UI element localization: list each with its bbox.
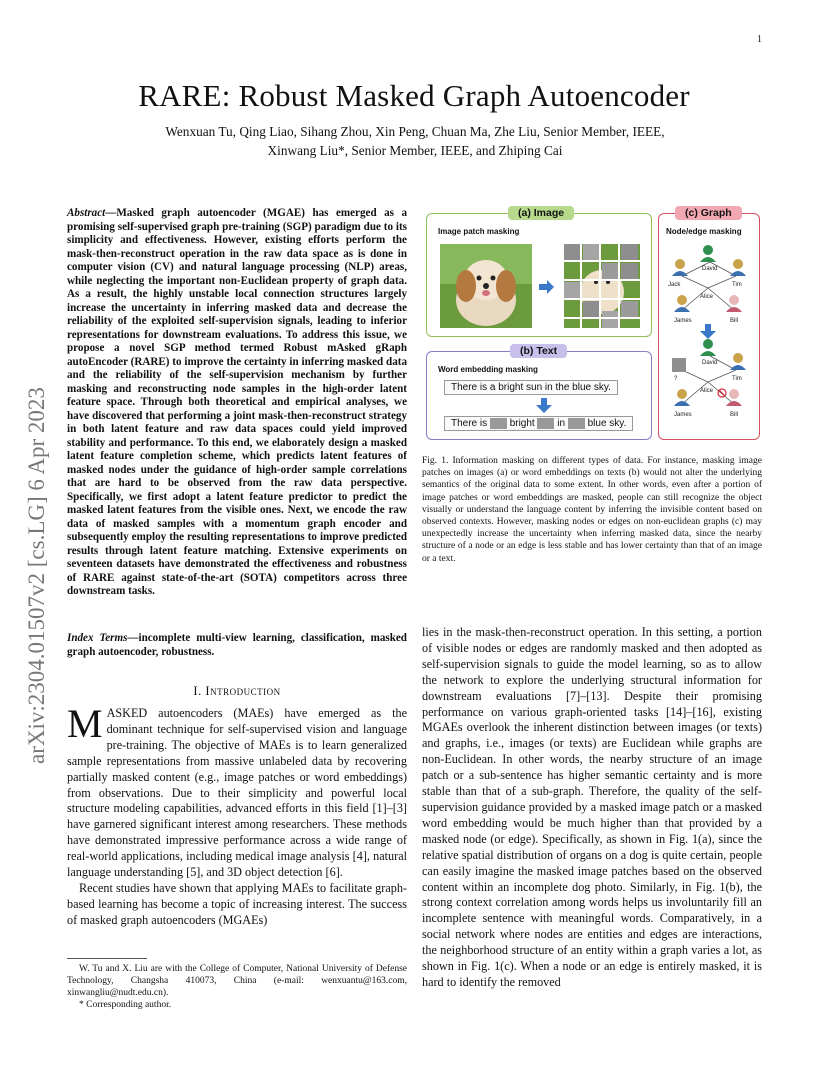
masked-word-2: bright bbox=[509, 418, 535, 430]
image-masking-illustration bbox=[432, 240, 647, 332]
word-mask bbox=[490, 418, 507, 429]
figure-caption: Fig. 1. Information masking on different types of data. For instance, masking image patches on images (a) or word embeddings on texts (b) would not alter the underlying semantics of the original data to some extent. In other words, even after a portion of image patches or word embeddings are masked, people can still recognize the object visually or understand the language content by inferring the invisible content based on observed contexts. However, masking nodes or edges on non-euclidean graphs (c) may unexpectedly increase the uncertainty when inferring masked data, since the nearby structure of a node or an edge is less stable and has lower certainty than that of an image or a text. bbox=[422, 456, 762, 564]
footnote-affiliation: W. Tu and X. Liu are with the College of Computer, National University of Defense Technology, Changsha 410073, China (e-mail: wenxuantu@163.com, xinwangliu@nudt.edu.cn). bbox=[67, 964, 407, 998]
authors-line-1: Wenxuan Tu, Qing Liao, Sihang Zhou, Xin Peng, Chuan Ma, Zhe Liu, Senior Member, IEEE, bbox=[165, 124, 665, 139]
drop-cap: M bbox=[67, 701, 103, 746]
authors-line-2: Xinwang Liu*, Senior Member, IEEE, and Zhiping Cai bbox=[267, 143, 563, 158]
word-mask bbox=[568, 418, 585, 429]
abstract-text: —Masked graph autoencoder (MGAE) has emerged as a promising self-supervised graph pre-training (SGP) paradigm due to its simplicity and effectiveness. However, existing efforts perform the mask-then-reconstruct operation in the raw data space as is done in computer vision (CV) and natural language processing (NLP) areas, while neglecting the important non-Euclidean property of graph data. As a result, the highly unstable local connection structures largely increase the uncertainty in inferring masked data and decrease the reliability of the exploited self-supervision signals, leading to inferior representations for downstream evaluations. To address this issue, we propose a novel SGP method termed Robust mAsked gRaph autoEncoder (RARE) to improve the certainty in inferring masked data and the reliability of the self-supervision mechanism by further masking and reconstructing node samples in the high-order latent feature space. Through both theoretical and empirical analyses, we have discovered that performing a joint mask-then-reconstruct strategy in both latent feature and raw data spaces could yield improved stability and performance. To this end, we elaborately design a masked latent feature completion scheme, which predicts latent features of masked nodes under the guidance of high-order sample correlations that are hard to be observed from the raw data perspective. Specifically, we first adopt a latent feature predictor to predict the masked latent features from the visible ones. Next, we encode the raw data of masked samples with a momentum graph encoder and subsequently employ the resulting representations to improve predicted results through latent feature matching. Extensive experiments on seventeen datasets have demonstrated the effectiveness and robustness of RARE against state-of-the-art (SOTA) competitors across three downstream tasks. bbox=[67, 207, 407, 597]
node-label: Alice bbox=[700, 388, 714, 394]
node-label: Tim bbox=[732, 376, 742, 382]
masked-word-1: There is bbox=[451, 418, 488, 430]
abstract bbox=[67, 207, 407, 599]
abstract-lead: Abstract bbox=[67, 207, 106, 219]
arrow-down-icon bbox=[700, 324, 716, 339]
dog-photo bbox=[440, 244, 532, 328]
arxiv-stamp-text: arXiv:2304.01507v2 [cs.LG] 6 Apr 2023 bbox=[24, 387, 49, 764]
node-label: Alice bbox=[700, 294, 714, 300]
footnote bbox=[67, 963, 407, 1011]
author-list bbox=[90, 122, 740, 160]
section-heading: I. Introduction bbox=[193, 684, 281, 698]
masked-word-4: blue sky. bbox=[587, 418, 627, 430]
panel-image-title: (a) Image bbox=[508, 206, 574, 220]
masked-patch-grid bbox=[564, 244, 640, 328]
masked-sentence bbox=[444, 416, 633, 431]
footnote-rule bbox=[67, 958, 147, 959]
panel-text-title: (b) Text bbox=[510, 344, 567, 358]
index-terms bbox=[67, 632, 407, 659]
paper-title: RARE: Robust Masked Graph Autoencoder bbox=[138, 78, 690, 113]
node-label: James bbox=[674, 412, 692, 418]
node-label: Tim bbox=[732, 282, 742, 288]
node-label: James bbox=[674, 318, 692, 324]
node-label: Jack bbox=[668, 282, 681, 288]
index-terms-lead: Index Terms bbox=[67, 632, 128, 644]
footnote-corresponding: * Corresponding author. bbox=[79, 1000, 172, 1010]
word-mask bbox=[537, 418, 554, 429]
panel-graph-title: (c) Graph bbox=[675, 206, 742, 220]
node-label: Bill bbox=[730, 318, 739, 324]
panel-text-subtitle: Word embedding masking bbox=[438, 365, 538, 374]
page-number: 1 bbox=[757, 34, 762, 45]
index-terms-text: —incomplete multi-view learning, classification, masked graph autoencoder, robustness. bbox=[67, 632, 407, 658]
panel-image-subtitle: Image patch masking bbox=[438, 227, 520, 236]
node-label: David bbox=[702, 360, 718, 366]
node-label: David bbox=[702, 266, 718, 272]
node-label: Bill bbox=[730, 412, 739, 418]
right-column-text: lies in the mask-then-reconstruct operation. In this setting, a portion of visible nodes or edges are randomly masked and then adopted as self-supervision signals to guide the model learning, so as to allow the network to explore the underlying structural information for downstream evaluations [7]–[13]. Despite their promising performance on various graph-oriented tasks [14]–[16], existing MGAEs overlook the inherent distinction between images (or texts) and graphs, i.e., images (or texts) are Euclidean while graphs are non-Euclidean. In other words, the nearby structure of an image patch or a sub-sentence has higher semantic certainty and is more stable than that of a sub-graph. Therefore, the quality of the self-supervision guidance provided by a masked image patch or a masked word embedding would be much higher than that provided by a masked node (or edge). Specifically, as shown in Fig. 1(a), since the relative spatial distribution of organs on a dog is quite certain, people can easily imagine the masked image patches based on the observed content within an incomplete dog photo. Similarly, in Fig. 1(b), the strong context correlation among words helps us involuntarily fill an incomplete sentence with meaningful words. Comparatively, in a social network where nodes are entities and edges are interactions, the neighborhood structure of an entity within a graph varies a lot, as shown in Fig. 1(c). When a node or an edge is entirely masked, it is hard to identify the removed bbox=[422, 625, 762, 989]
intro-paragraph-1: ASKED autoencoders (MAEs) have emerged as the dominant technique for self-supervised vision and language pre-training. The objective of MAEs is to learn generalized sample representations from massive unlabeled data by recovering partially masked content (e.g., image patches or word embeddings) from observations. Due to their simplicity and powerful local structure modeling capabilities, advanced efforts in this field [1]–[3] have garnered significant interest among researchers. These methods have demonstrated impressive performance across a wide range of real-world applications, including medical image analysis [4], natural language understanding [5], and 3D object detection [6]. bbox=[67, 706, 407, 880]
graph-illustration bbox=[660, 240, 756, 438]
cut-edge-icon bbox=[718, 389, 726, 397]
full-sentence: There is a bright sun in the blue sky. bbox=[444, 380, 618, 395]
arxiv-stamp bbox=[10, 290, 56, 770]
masked-word-3: in bbox=[557, 418, 566, 430]
figure-1 bbox=[422, 200, 762, 445]
panel-graph-subtitle: Node/edge masking bbox=[666, 227, 742, 236]
node-label: ? bbox=[674, 376, 678, 382]
introduction-text bbox=[67, 701, 407, 929]
intro-paragraph-2: Recent studies have shown that applying MAEs to facilitate graph-based learning has become a topic of increasing interest. The success of masked graph autoencoders (MGAEs) bbox=[67, 880, 407, 927]
arrow-icon bbox=[539, 280, 554, 294]
arrow-down-icon bbox=[534, 398, 554, 414]
